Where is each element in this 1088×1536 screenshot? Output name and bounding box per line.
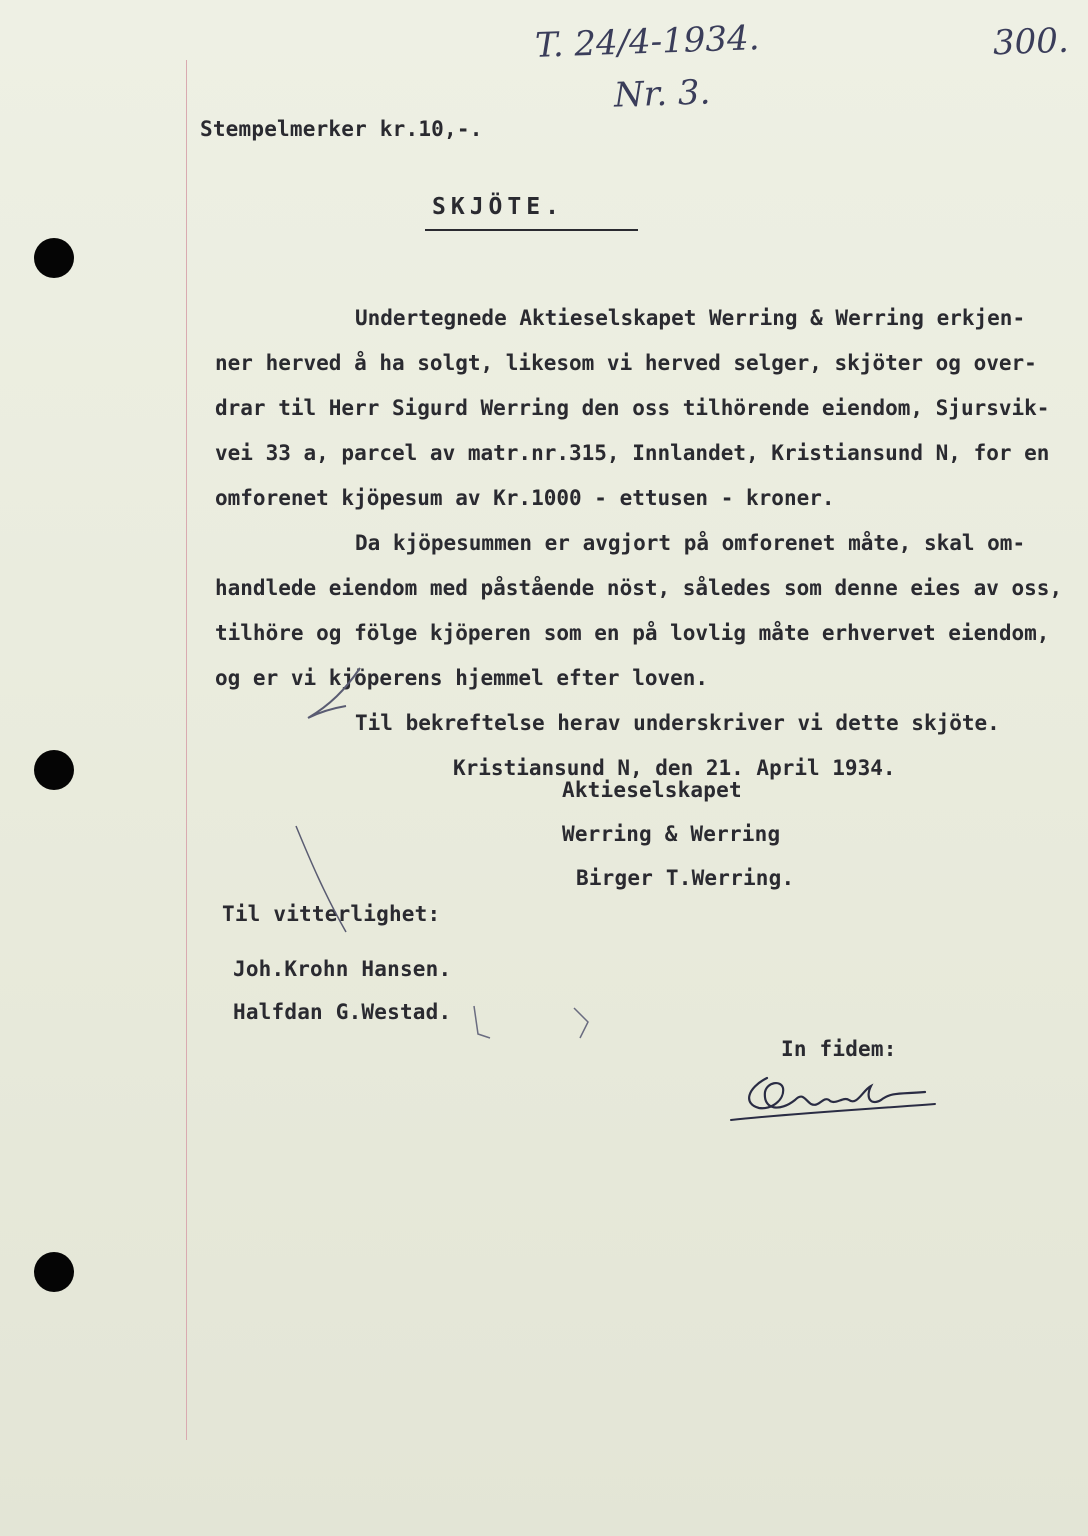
body-line: vei 33 a, parcel av matr.nr.315, Innlandet, Kristiansund N, for en bbox=[215, 441, 1050, 465]
registration-number: Nr. 3. bbox=[613, 72, 711, 116]
witness-name: Halfdan G.Westad. bbox=[233, 1000, 452, 1024]
body-line: ner herved å ha solgt, likesom vi herved selger, skjöter og over- bbox=[215, 351, 1037, 375]
body-line: Undertegnede Aktieselskapet Werring & Werring erkjen- bbox=[355, 306, 1026, 330]
body-line: tilhöre og fölge kjöperen som en på lovlig måte erhvervet eiendom, bbox=[215, 621, 1050, 645]
stamp-line: Stempelmerker kr.10,-. bbox=[200, 117, 483, 141]
punch-hole bbox=[34, 1252, 74, 1292]
pen-mark bbox=[466, 1000, 606, 1050]
registration-date: T. 24/4-1934. bbox=[534, 18, 761, 66]
body-line: omforenet kjöpesum av Kr.1000 - ettusen - kroner. bbox=[215, 486, 835, 510]
place-date: Kristiansund N, den 21. April 1934. bbox=[453, 756, 896, 780]
punch-hole bbox=[34, 750, 74, 790]
company-line-1: Aktieselskapet bbox=[562, 778, 742, 802]
signer-name: Birger T.Werring. bbox=[576, 866, 795, 890]
witness-heading: Til vitterlighet: bbox=[222, 902, 441, 926]
body-line: drar til Herr Sigurd Werring den oss tilhörende eiendom, Sjursvik- bbox=[215, 396, 1050, 420]
body-line: Da kjöpesummen er avgjort på omforenet måte, skal om- bbox=[355, 531, 1026, 555]
body-line: og er vi kjöperens hjemmel efter loven. bbox=[215, 666, 709, 690]
pen-mark bbox=[300, 660, 370, 730]
body-line: handlede eiendom med påstående nöst, således som denne eies av oss, bbox=[215, 576, 1063, 600]
signature-in-fidem bbox=[725, 1070, 945, 1130]
document-title: SKJÖTE. bbox=[432, 194, 564, 220]
margin-line bbox=[186, 60, 187, 1440]
witness-name: Joh.Krohn Hansen. bbox=[233, 957, 452, 981]
confirmation-line: Til bekreftelse herav underskriver vi dette skjöte. bbox=[355, 711, 1000, 735]
title-underline bbox=[425, 229, 638, 231]
page-number: 300. bbox=[992, 20, 1070, 64]
pen-mark bbox=[290, 820, 360, 940]
punch-hole bbox=[34, 238, 74, 278]
company-line-2: Werring & Werring bbox=[562, 822, 781, 846]
in-fidem-label: In fidem: bbox=[781, 1037, 897, 1061]
